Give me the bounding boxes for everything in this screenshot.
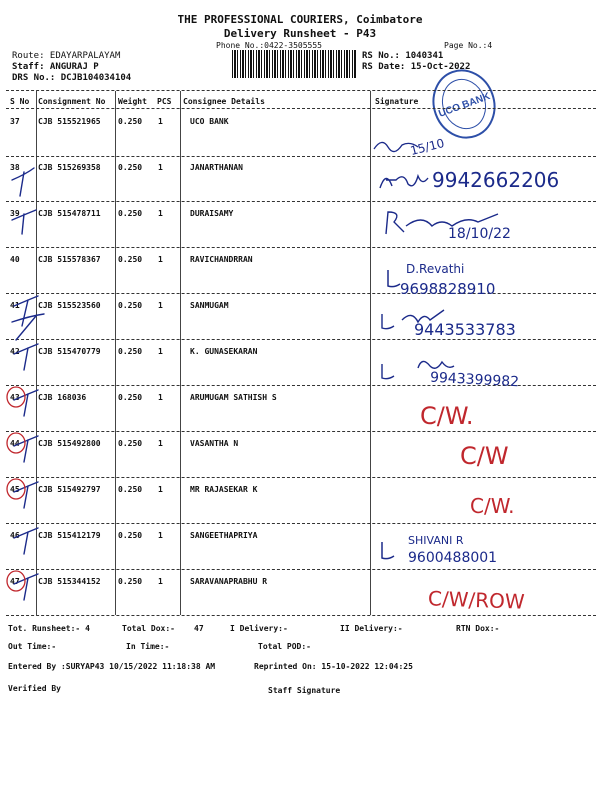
row-consignment: CJB 515470779 [38, 347, 101, 356]
row-weight: 0.250 [118, 393, 143, 402]
col-divider [180, 91, 181, 615]
row-sno: 47 [10, 577, 20, 586]
row-consignment: CJB 515269358 [38, 163, 101, 172]
row-consignee: VASANTHA N [190, 439, 239, 448]
row-pcs: 1 [158, 163, 163, 172]
row-rule [6, 201, 596, 202]
row-pcs: 1 [158, 393, 163, 402]
route: Route: EDAYARPALAYAM [12, 51, 121, 61]
tick-mark [14, 436, 38, 462]
tot-runsheet: Tot. Runsheet:- 4 [8, 624, 90, 633]
row-weight: 0.250 [118, 485, 143, 494]
row-rule [6, 293, 596, 294]
row-sno: 43 [10, 393, 20, 402]
row-weight: 0.250 [118, 577, 143, 586]
runsheet-title: Delivery Runsheet - P43 [223, 27, 377, 40]
tick-mark [12, 314, 44, 340]
row-rule [6, 569, 596, 570]
row-weight: 0.250 [118, 209, 143, 218]
reprinted-on: Reprinted On: 15-10-2022 12:04:25 [254, 662, 413, 671]
stamp-text: UCO BANK [437, 91, 492, 120]
sig-44: C/W [460, 442, 509, 470]
total-dox: Total Dox:- [122, 624, 175, 633]
tick-mark [14, 296, 38, 326]
entered-by: Entered By :SURYAP43 10/15/2022 11:18:38 AM [8, 662, 216, 671]
row-consignment: CJB 515344152 [38, 577, 101, 586]
sig-37: 15/10 [408, 136, 446, 158]
row-rule [6, 156, 596, 157]
row-rule [6, 523, 596, 524]
row-consignee: DURAISAMY [190, 209, 234, 218]
col-consignment: Consignment No [38, 97, 106, 106]
row-consignee: SANMUGAM [190, 301, 229, 310]
drs-number: DRS No.: DCJB104034104 [12, 73, 132, 83]
tick-mark [14, 528, 38, 554]
table-header-rule [6, 108, 596, 109]
row-consignee: SARAVANAPRABHU R [190, 577, 268, 586]
row-sno: 40 [10, 255, 20, 264]
col-signature: Signature [375, 97, 419, 106]
i-delivery: I Delivery:- [230, 624, 288, 633]
tick-mark [12, 168, 34, 196]
ii-delivery: II Delivery:- [340, 624, 403, 633]
row-pcs: 1 [158, 255, 163, 264]
col-divider [370, 91, 371, 615]
row-weight: 0.250 [118, 255, 143, 264]
row-consignment: CJB 168036 [38, 393, 87, 402]
row-sno: 39 [10, 209, 20, 218]
sig-46-phone: 9600488001 [408, 550, 498, 566]
row-sno: 45 [10, 485, 20, 494]
in-time: In Time:- [126, 642, 170, 651]
row-sno: 37 [10, 117, 20, 126]
barcode [232, 50, 356, 78]
phone-number: Phone No.:0422-3505555 [216, 41, 322, 50]
rs-date: RS Date: 15-Oct-2022 [362, 62, 471, 72]
tick-mark [14, 344, 38, 370]
row-consignment: CJB 515521965 [38, 117, 101, 126]
row-sno: 38 [10, 163, 20, 172]
row-weight: 0.250 [118, 117, 143, 126]
row-pcs: 1 [158, 485, 163, 494]
row-weight: 0.250 [118, 163, 143, 172]
sig-38: 9942662206 [432, 168, 560, 192]
row-weight: 0.250 [118, 531, 143, 540]
staff-signature-label: Staff Signature [268, 686, 341, 695]
col-pcs: PCS [157, 97, 172, 106]
verified-by: Verified By [8, 684, 61, 693]
row-weight: 0.250 [118, 347, 143, 356]
row-consignee: K. GUNASEKARAN [190, 347, 258, 356]
sig-38-scrawl [378, 168, 430, 192]
row-pcs: 1 [158, 347, 163, 356]
row-weight: 0.250 [118, 439, 143, 448]
sig-46-name: SHIVANI R [408, 534, 464, 547]
row-sno: 41 [10, 301, 20, 310]
row-rule [6, 247, 596, 248]
page-number: Page No.:4 [444, 41, 493, 50]
row-sno: 46 [10, 531, 20, 540]
row-consignment: CJB 515412179 [38, 531, 101, 540]
sig-43: C/W. [420, 402, 474, 430]
row-sno: 42 [10, 347, 20, 356]
rtn-dox: RTN Dox:- [456, 624, 500, 633]
sig-45: C/W. [470, 494, 515, 518]
row-consignee: ARUMUGAM SATHISH S [190, 393, 277, 402]
sig-46-scrawl [378, 538, 398, 562]
row-consignment: CJB 515523560 [38, 301, 101, 310]
sig-39-date: 18/10/22 [448, 226, 511, 242]
total-pod: Total POD:- [258, 642, 311, 651]
company-title: THE PROFESSIONAL COURIERS, Coimbatore [177, 13, 423, 26]
out-time: Out Time:- [8, 642, 57, 651]
row-pcs: 1 [158, 577, 163, 586]
row-rule [6, 477, 596, 478]
row-consignee: MR RAJASEKAR K [190, 485, 258, 494]
row-pcs: 1 [158, 209, 163, 218]
row-rule [6, 431, 596, 432]
col-consignee: Consignee Details [183, 97, 265, 106]
row-consignee: RAVICHANDRRAN [190, 255, 253, 264]
sig-40-name: D.Revathi [406, 262, 465, 276]
row-consignment: CJB 515478711 [38, 209, 101, 218]
table-top-rule [6, 90, 596, 91]
handwritten-ticks [0, 110, 60, 620]
tick-mark [14, 482, 38, 508]
row-consignee: JANARTHANAN [190, 163, 243, 172]
row-consignment: CJB 515578367 [38, 255, 101, 264]
row-rule [6, 339, 596, 340]
row-pcs: 1 [158, 117, 163, 126]
staff: Staff: ANGURAJ P [12, 62, 99, 72]
row-weight: 0.250 [118, 301, 143, 310]
row-consignment: CJB 515492800 [38, 439, 101, 448]
tick-mark [14, 574, 38, 600]
row-consignment: CJB 515492797 [38, 485, 101, 494]
col-weight: Weight [118, 97, 147, 106]
total-dox-value: 47 [194, 624, 204, 633]
col-divider [115, 91, 116, 615]
col-sno: S No [10, 97, 30, 106]
sig-40-phone: 9698828910 [400, 280, 496, 298]
tick-mark [14, 390, 38, 416]
sig-42-phone: 9943399982 [429, 369, 520, 391]
sig-41-phone: 9443533783 [414, 320, 516, 339]
bank-stamp [424, 64, 504, 144]
row-pcs: 1 [158, 301, 163, 310]
row-pcs: 1 [158, 531, 163, 540]
rs-number: RS No.: 1040341 [362, 51, 444, 61]
sig-37-scrawl [372, 135, 422, 155]
tick-mark [12, 210, 36, 234]
row-sno: 44 [10, 439, 20, 448]
row-consignee: SANGEETHAPRIYA [190, 531, 258, 540]
table-bottom-rule [6, 615, 596, 616]
row-pcs: 1 [158, 439, 163, 448]
sig-47: C/W/ROW [427, 586, 526, 614]
row-consignee: UCO BANK [190, 117, 229, 126]
